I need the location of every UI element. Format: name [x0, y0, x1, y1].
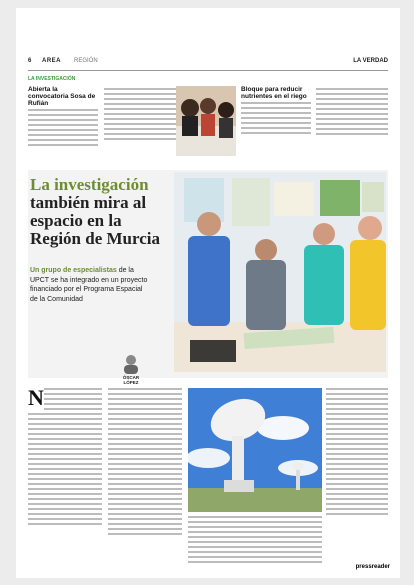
brief-2: [104, 86, 176, 143]
brief-text: [316, 88, 388, 135]
byline: [116, 352, 146, 385]
brief-title: Abierta la convocatoria Sosa de Rufián: [28, 86, 96, 107]
page-header: [28, 56, 388, 68]
body-col-2: [108, 388, 182, 538]
headline-lead: La investigación: [30, 175, 149, 194]
headline: [30, 176, 170, 248]
body-col-1: [28, 385, 102, 528]
body-col-3: [188, 516, 322, 566]
deck-text: de la UPCT se ha integrado en un proyecto financiado por el Programa Espacial de la Comunidad: [30, 267, 148, 303]
newspaper-page: [16, 8, 400, 578]
section-name: AREA: [42, 58, 62, 64]
headline-rest: también mira al espacio en la Región de Murcia: [30, 193, 161, 248]
deck-lead: Un grupo de especialistas: [30, 267, 117, 274]
header-rule: [28, 70, 388, 71]
byline-name: ÓSCAR LÓPEZ: [122, 375, 140, 385]
brief-text: [28, 109, 98, 146]
pressreader-brand: pressreader: [355, 564, 390, 570]
deck: [30, 266, 152, 304]
drop-cap: N: [28, 385, 44, 410]
brief-text: [241, 102, 311, 134]
page-number: 6: [28, 58, 32, 64]
antenna-photo: [188, 388, 322, 512]
brief-text: [104, 88, 176, 140]
footer-brand: [356, 564, 390, 570]
body-col-4: [326, 388, 388, 518]
brief-photo: [176, 86, 236, 156]
paper-name: LA VERDAD: [353, 58, 388, 64]
brief-4: [316, 86, 388, 138]
author-avatar: [120, 352, 142, 374]
brief-3: [241, 86, 311, 137]
section-tag: LA INVESTIGACIÓN: [28, 76, 76, 82]
brief-1: [28, 86, 98, 149]
brief-title: Bloque para reducir nutrientes en el riego: [241, 86, 307, 100]
subsection-name: REGIÓN: [74, 58, 98, 64]
main-photo: [174, 172, 386, 372]
